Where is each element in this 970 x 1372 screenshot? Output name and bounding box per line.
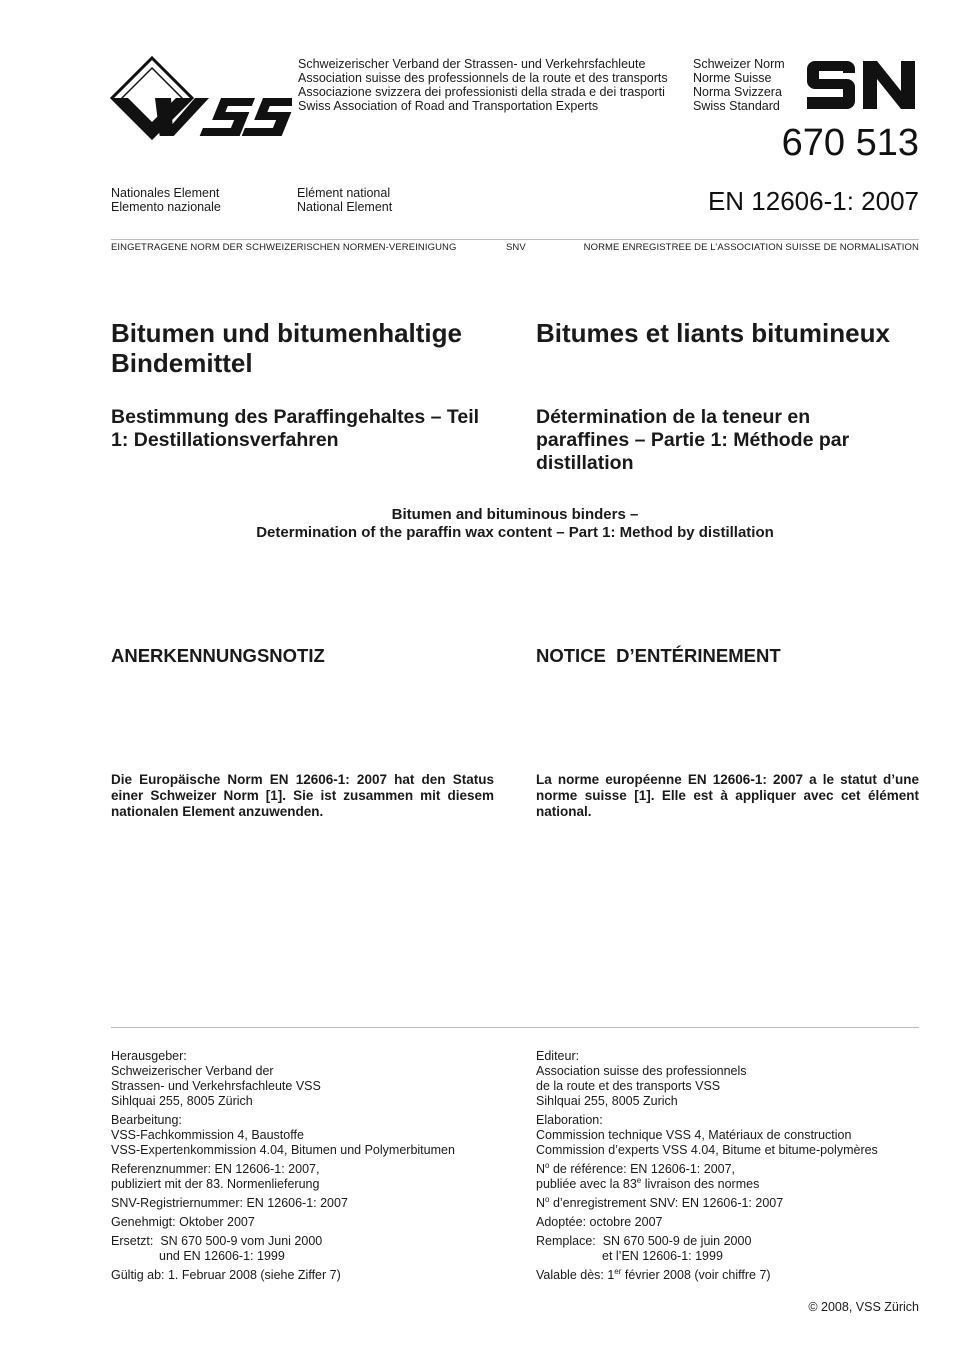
metadata-fr bbox=[536, 1049, 926, 1283]
publisher-line-de-1: Schweizerischer Verband der bbox=[111, 1064, 274, 1078]
header-divider bbox=[111, 239, 919, 240]
norm-number: 670 513 bbox=[781, 122, 919, 164]
element-label-left bbox=[111, 186, 221, 214]
reference-line-de-2: publiziert mit der 83. Normenlieferung bbox=[111, 1177, 320, 1191]
approved-fr: Adoptée: octobre 2007 bbox=[536, 1215, 663, 1229]
reference-line2-sup-fr: e bbox=[636, 1176, 642, 1185]
reference-line-fr-2 bbox=[536, 1177, 926, 1192]
standard-label-en: Swiss Standard bbox=[693, 99, 780, 113]
vss-logo bbox=[110, 56, 292, 140]
title-de: Bitumen und bitumenhaltige Bindemittel bbox=[111, 318, 462, 378]
processing-line-de-1: VSS-Fachkommission 4, Baustoffe bbox=[111, 1128, 304, 1142]
sn-logo bbox=[803, 57, 919, 109]
reference-sup-fr: o bbox=[545, 1161, 550, 1170]
notice-heading-fr: NOTICE D’ENTÉRINEMENT bbox=[536, 645, 781, 666]
reference-line-fr-1 bbox=[536, 1162, 926, 1177]
processing-line-fr-2: Commission d’experts VSS 4.04, Bitume et bitume-polymères bbox=[536, 1143, 878, 1157]
reference-line2-pre-fr: publiée avec la 83 bbox=[536, 1177, 637, 1191]
replaces-fr-1: Remplace: SN 670 500-9 de juin 2000 bbox=[536, 1234, 752, 1248]
footer-divider bbox=[111, 1027, 919, 1028]
element-label-en: National Element bbox=[297, 200, 393, 214]
publisher-label-de: Herausgeber: bbox=[111, 1049, 187, 1063]
association-name-it: Associazione svizzera dei professionisti della strada e dei trasporti bbox=[298, 85, 665, 99]
reference-line2-post-fr: livraison des normes bbox=[641, 1177, 760, 1191]
association-names bbox=[298, 57, 688, 113]
reference-prefix-fr: N bbox=[536, 1162, 546, 1176]
processing-line-de-2: VSS-Expertenkommission 4.04, Bitumen und Polymerbitumen bbox=[111, 1143, 455, 1157]
valid-fr bbox=[536, 1268, 926, 1283]
registered-line-snv: SNV bbox=[506, 242, 526, 253]
valid-pre-fr: Valable dès: 1 bbox=[536, 1268, 615, 1282]
standard-labels bbox=[693, 57, 803, 113]
publisher-line-de-2: Strassen- und Verkehrsfachleute VSS bbox=[111, 1079, 321, 1093]
publisher-line-de-3: Sihlquai 255, 8005 Zürich bbox=[111, 1094, 253, 1108]
reference-line-de-1: Referenznummer: EN 12606-1: 2007, bbox=[111, 1162, 320, 1176]
element-label-it: Elemento nazionale bbox=[111, 200, 221, 214]
processing-label-fr: Elaboration: bbox=[536, 1113, 603, 1127]
title-en-line1: Bitumen and bituminous binders – bbox=[391, 506, 639, 523]
standard-label-de: Schweizer Norm bbox=[693, 57, 785, 71]
publisher-line-fr-1: Association suisse des professionnels bbox=[536, 1064, 747, 1078]
association-name-en: Swiss Association of Road and Transportation Experts bbox=[298, 99, 599, 113]
replaces-de-1: Ersetzt: SN 670 500-9 vom Juni 2000 bbox=[111, 1234, 323, 1248]
registration-de: SNV-Registriernummer: EN 12606-1: 2007 bbox=[111, 1196, 348, 1210]
title-en-line2: Determination of the paraffin wax content – Part 1: Method by distillation bbox=[256, 524, 774, 541]
processing-label-de: Bearbeitung: bbox=[111, 1113, 182, 1127]
approved-de: Genehmigt: Oktober 2007 bbox=[111, 1215, 255, 1229]
title-en bbox=[111, 506, 919, 542]
subtitle-de: Bestimmung des Paraffingehaltes – Teil 1: Destillationsverfahren bbox=[111, 406, 480, 451]
standard-label-fr: Norme Suisse bbox=[693, 71, 772, 85]
element-label-de: Nationales Element bbox=[111, 186, 220, 200]
registered-line-fr: NORME ENREGISTREE DE L’ASSOCIATION SUISSE DE NORMALISATION bbox=[583, 242, 919, 253]
notice-heading-de: ANERKENNUNGSNOTIZ bbox=[111, 645, 325, 666]
registration-rest-fr: d’enregistrement SNV: EN 12606-1: 2007 bbox=[549, 1196, 784, 1210]
notice-text-de: Die Europäische Norm EN 12606-1: 2007 hat den Status einer Schweizer Norm [1]. Sie ist zusammen mit diesem nationalen Element anzuwenden. bbox=[111, 772, 494, 819]
metadata-de bbox=[111, 1049, 521, 1283]
valid-post-fr: février 2008 (voir chiffre 7) bbox=[621, 1268, 771, 1282]
replaces-fr-2: et l’EN 12606-1: 1999 bbox=[602, 1249, 723, 1263]
en-reference: EN 12606-1: 2007 bbox=[707, 186, 919, 216]
replaces-de-2: und EN 12606-1: 1999 bbox=[159, 1249, 285, 1263]
subtitle-fr: Détermination de la teneur en paraffines – Partie 1: Méthode par distillation bbox=[536, 406, 850, 474]
publisher-label-fr: Editeur: bbox=[536, 1049, 580, 1063]
valid-sup-fr: er bbox=[614, 1267, 622, 1276]
association-name-fr: Association suisse des professionnels de la route et des transports bbox=[298, 71, 668, 85]
valid-de: Gültig ab: 1. Februar 2008 (siehe Ziffer 7) bbox=[111, 1268, 341, 1282]
processing-line-fr-1: Commission technique VSS 4, Matériaux de construction bbox=[536, 1128, 852, 1142]
publisher-line-fr-2: de la route et des transports VSS bbox=[536, 1079, 721, 1093]
registration-fr bbox=[536, 1196, 926, 1211]
standard-label-it: Norma Svizzera bbox=[693, 85, 782, 99]
registration-prefix-fr: N bbox=[536, 1196, 546, 1210]
notice-text-fr: La norme européenne EN 12606-1: 2007 a le statut d’une norme suisse [1]. Elle est à appliquer avec cet élément national. bbox=[536, 772, 919, 819]
element-label-right bbox=[297, 186, 392, 214]
publisher-line-fr-3: Sihlquai 255, 8005 Zurich bbox=[536, 1094, 678, 1108]
registration-sup-fr: o bbox=[545, 1195, 550, 1204]
element-label-fr: Elément national bbox=[297, 186, 391, 200]
title-fr: Bitumes et liants bitumineux bbox=[536, 318, 890, 348]
association-name-de: Schweizerischer Verband der Strassen- und Verkehrsfachleute bbox=[298, 57, 646, 71]
reference-rest-fr: de référence: EN 12606-1: 2007, bbox=[549, 1162, 736, 1176]
copyright: © 2008, VSS Zürich bbox=[808, 1300, 919, 1314]
registered-line-de: EINGETRAGENE NORM DER SCHWEIZERISCHEN NORMEN-VEREINIGUNG bbox=[111, 242, 457, 253]
